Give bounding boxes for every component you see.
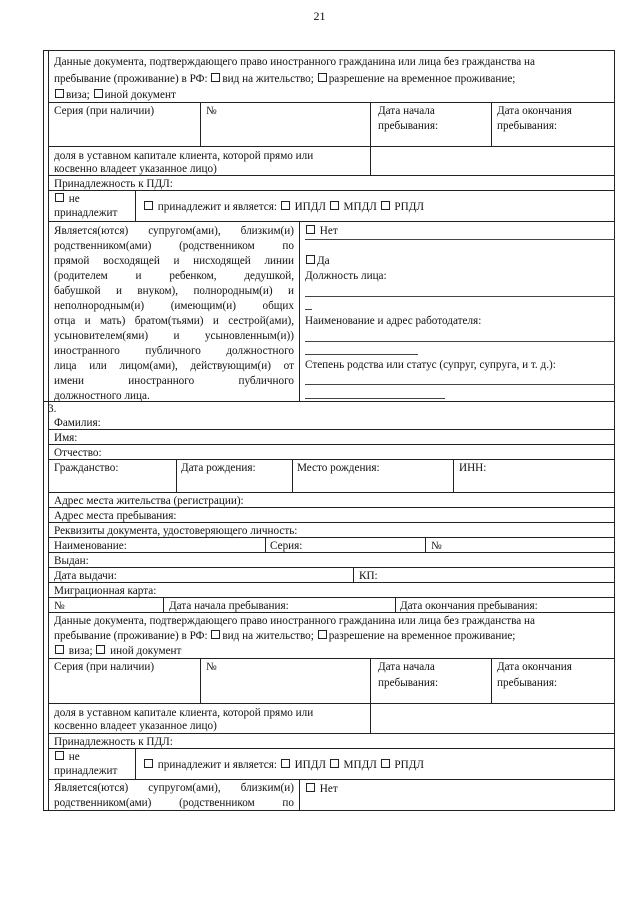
birth-date-label: Дата рождения:	[181, 462, 256, 474]
doc-rights-options-2: виза; иной документ	[54, 88, 176, 102]
relative-text-line: имени иностранного публичного	[54, 375, 294, 387]
migration-card-label: Миграционная карта:	[54, 585, 157, 597]
kp-label: КП:	[359, 570, 378, 582]
relation-field[interactable]	[305, 384, 615, 385]
other-doc-checkbox[interactable]	[94, 89, 103, 98]
name-label: Имя:	[54, 432, 78, 444]
belongs-row-2: принадлежит и является: ИПДЛ МПДЛ РПДЛ	[143, 758, 424, 772]
series-label: Серия (при наличии)	[54, 105, 155, 117]
doc-number-label: №	[431, 540, 442, 552]
not-belongs-checkbox[interactable]	[55, 193, 64, 202]
not-belongs-b2: не	[54, 750, 80, 764]
employer-field[interactable]	[305, 341, 615, 342]
relative-text-line: должностного лица.	[54, 390, 150, 402]
relative-text-line: Является(ются) супругом(ами), близким(и)	[54, 782, 294, 794]
reg-address-label: Адрес места жительства (регистрации):	[54, 495, 244, 507]
mc-end-label: Дата окончания пребывания:	[400, 600, 538, 612]
not-belongs-b2-2: принадлежит	[54, 765, 118, 777]
birth-place-label: Место рождения:	[297, 462, 380, 474]
issue-date-label: Дата выдачи:	[54, 570, 117, 582]
doc-rights-text: Данные документа, подтверждающего право иностранного гражданина или лица без гражданства на	[54, 56, 535, 68]
pdl-title: Принадлежность к ПДЛ:	[54, 178, 173, 190]
mc-number-label: №	[54, 600, 65, 612]
mpdl-checkbox[interactable]	[330, 201, 339, 210]
visa-checkbox-2[interactable]	[55, 645, 64, 654]
relative-text-line: отца и мать) братом(тьями) и сестрой(ами),	[54, 315, 294, 327]
no-option-2: Нет	[305, 782, 338, 796]
no-checkbox[interactable]	[306, 225, 315, 234]
id-doc-label: Реквизиты документа, удостоверяющего личность:	[54, 525, 298, 537]
start-date-label-b2: Дата начала	[378, 661, 435, 673]
series-label-2: Серия (при наличии)	[54, 661, 155, 673]
pdl-title-2: Принадлежность к ПДЛ:	[54, 736, 173, 748]
relative-text-line: усыновителем(ями) и усыновленным(и))	[54, 330, 294, 342]
share-text-2: косвенно владеет указанное лицо)	[54, 163, 217, 175]
share-text-b2: доля в уставном капитале клиента, которой прямо или	[54, 707, 314, 719]
rpdl-checkbox-2[interactable]	[381, 759, 390, 768]
relative-text-line: лица или лицом(ами), действующим(и) от	[54, 360, 294, 372]
employer-label: Наименование и адрес работодателя:	[305, 315, 482, 327]
inn-label: ИНН:	[459, 462, 487, 474]
end-date-label-b2: Дата окончания	[497, 661, 572, 673]
number-label-2: №	[206, 661, 217, 673]
share-text-b2-2: косвенно владеет указанное лицо)	[54, 720, 217, 732]
position-field[interactable]	[305, 296, 615, 297]
mc-start-label: Дата начала пребывания:	[169, 600, 289, 612]
surname-label: Фамилия:	[54, 417, 101, 429]
yes-checkbox[interactable]	[306, 255, 315, 264]
relation-label: Степень родства или статус (супруг, супруга, и т. д.):	[305, 359, 556, 371]
start-date-label-b2-2: пребывания:	[378, 677, 439, 689]
not-belongs: не	[54, 192, 80, 206]
temp-residence-checkbox-2[interactable]	[318, 630, 327, 639]
end-date-label: Дата окончания	[497, 105, 572, 117]
residence-checkbox-2[interactable]	[211, 630, 220, 639]
doc-name-label: Наименование:	[54, 540, 127, 552]
share-text: доля в уставном капитале клиента, которой прямо или	[54, 150, 314, 162]
other-doc-checkbox-2[interactable]	[96, 645, 105, 654]
residence-checkbox[interactable]	[211, 73, 220, 82]
mpdl-checkbox-2[interactable]	[330, 759, 339, 768]
belongs-checkbox[interactable]	[144, 201, 153, 210]
patronymic-label: Отчество:	[54, 447, 102, 459]
not-belongs-2: принадлежит	[54, 207, 118, 219]
relative-text-line: родственником(ами) (родственником по	[54, 797, 294, 809]
stay-address-label: Адрес места пребывания:	[54, 510, 177, 522]
yes-option: Да	[305, 254, 330, 268]
relative-text-line: бабушкой и внуком), полнородным(и) и	[54, 285, 294, 297]
relative-text-line: прямой восходящей и нисходящей линии	[54, 255, 294, 267]
ipdl-checkbox[interactable]	[281, 201, 290, 210]
ipdl-checkbox-2[interactable]	[281, 759, 290, 768]
belongs-row: принадлежит и является: ИПДЛ МПДЛ РПДЛ	[143, 200, 424, 214]
doc-rights-options-b2-2: виза; иной документ	[54, 644, 181, 658]
relative-text-line: неполнородным(и) (имеющим(и) общих	[54, 300, 294, 312]
rpdl-checkbox[interactable]	[381, 201, 390, 210]
visa-checkbox[interactable]	[55, 89, 64, 98]
start-date-label: Дата начала	[378, 105, 435, 117]
doc-rights-options-b2: пребывание (проживание) в РФ: вид на жительство; разрешение на временное проживание;	[54, 630, 516, 642]
issued-by-label: Выдан:	[54, 555, 89, 567]
section-number: 3.	[48, 403, 57, 415]
position-label: Должность лица:	[305, 270, 387, 282]
end-date-label-b2-2: пребывания:	[497, 677, 558, 689]
start-date-label-2: пребывания:	[378, 120, 439, 132]
end-date-label-2: пребывания:	[497, 120, 558, 132]
temp-residence-checkbox[interactable]	[318, 73, 327, 82]
doc-rights-text-2: Данные документа, подтверждающего право иностранного гражданина или лица без гражданства на	[54, 615, 535, 627]
relative-text-line: иностранного публичного должностного	[54, 345, 294, 357]
page-number: 21	[313, 9, 326, 23]
no-checkbox-2[interactable]	[306, 783, 315, 792]
doc-series-label: Серия:	[270, 540, 303, 552]
doc-rights-options: пребывание (проживание) в РФ: вид на жительство; разрешение на временное проживание;	[54, 73, 516, 85]
no-option: Нет	[305, 224, 338, 238]
relative-text-line: Является(ются) супругом(ами), близким(и)	[54, 225, 294, 237]
belongs-checkbox-2[interactable]	[144, 759, 153, 768]
relative-text-line: (родителем и ребенком, дедушкой,	[54, 270, 294, 282]
not-belongs-checkbox-2[interactable]	[55, 751, 64, 760]
number-label: №	[206, 105, 217, 117]
relative-text-line: родственником(ами) (родственником по	[54, 240, 294, 252]
citizenship-label: Гражданство:	[54, 462, 119, 474]
